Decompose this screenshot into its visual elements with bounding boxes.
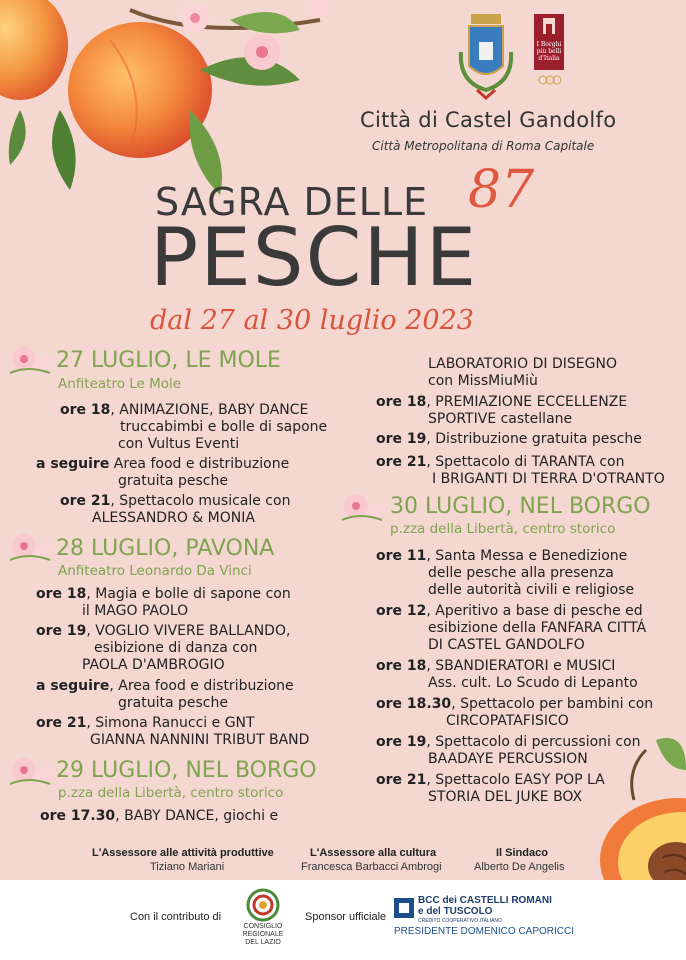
bank-tagline: CREDITO COOPERATIVO ITALIANO (418, 918, 502, 924)
regional-council-logo-icon (241, 887, 285, 923)
day2-event-cont: esibizione di danza con (94, 640, 258, 656)
day3-event-cont: SPORTIVE castellane (428, 411, 573, 427)
blossom-icon (340, 490, 384, 526)
day4-event: ore 11, Santa Messa e Benedizione (376, 548, 628, 564)
regional-council-text: CONSIGLIO REGIONALE DEL LAZIO (242, 923, 284, 946)
day4-title: 30 LUGLIO, NEL BORGO (390, 494, 651, 519)
peach-branch-illustration (0, 0, 330, 200)
title-line1: SAGRA DELLE (155, 180, 429, 224)
day2-event-cont: PAOLA D'AMBROGIO (82, 657, 225, 673)
day4-event-cont: esibizione della FANFARA CITTÁ (428, 620, 647, 636)
bank-president: PRESIDENTE DOMENICO CAPORICCI (394, 926, 575, 937)
day3-event-cont: LABORATORIO DI DISEGNO (428, 356, 617, 372)
blossom-icon (8, 530, 52, 566)
day4-event-cont: CIRCOPATAFISICO (446, 713, 569, 729)
day1-event-cont: truccabimbi e bolle di sapone (120, 419, 328, 435)
day1-event: ore 18, ANIMAZIONE, BABY DANCE (60, 402, 309, 418)
signature-role: Il Sindaco (496, 847, 548, 859)
title-line2: PESCHE (150, 211, 479, 304)
contribution-label: Con il contributo di (130, 911, 222, 923)
day2-event-cont: il MAGO PAOLO (82, 603, 189, 619)
day4-location: p.zza della Libertà, centro storico (390, 521, 616, 537)
day4-event: ore 21, Spettacolo EASY POP LA (376, 772, 605, 788)
day3-event: ore 19, Distribuzione gratuita pesche (376, 431, 642, 447)
day2-event-cont: gratuita pesche (118, 695, 228, 711)
day4-event-cont: STORIA DEL JUKE BOX (428, 789, 583, 805)
day2-event: a seguire, Area food e distribuzione (36, 678, 294, 694)
half-peach-illustration (586, 730, 686, 880)
metro-subtitle: Città Metropolitana di Roma Capitale (372, 139, 595, 153)
day2-title: 28 LUGLIO, PAVONA (56, 536, 275, 561)
signature-role: L'Assessore alla cultura (310, 847, 437, 859)
day3-title: 29 LUGLIO, NEL BORGO (56, 758, 317, 783)
day1-event: a seguire Area food e distribuzione (36, 456, 290, 472)
day4-event-cont: BAADAYE PERCUSSION (428, 751, 588, 767)
day4-event-cont: delle autorità civili e religiose (428, 582, 635, 598)
day3-event-cont: con MissMiuMiù (428, 373, 538, 389)
sponsor-label: Sponsor ufficiale (305, 911, 387, 923)
signature-name: Francesca Barbacci Ambrogi (301, 861, 442, 873)
signature-name: Tiziano Mariani (150, 861, 225, 873)
rings-icon (536, 72, 564, 92)
signature-role: L'Assessore alle attività produttive (92, 847, 274, 859)
day1-event-cont: con Vultus Eventi (118, 436, 240, 452)
day4-event-cont: delle pesche alla presenza (428, 565, 614, 581)
day1-location: Anfiteatro Le Mole (58, 376, 182, 392)
edition-number: 87 (468, 160, 535, 220)
day3-event-cont: I BRIGANTI DI TERRA D'OTRANTO (432, 471, 665, 487)
day4-event: ore 12, Aperitivo a base di pesche ed (376, 603, 643, 619)
tower-icon (534, 14, 564, 36)
day1-event: ore 21, Spettacolo musicale con (60, 493, 291, 509)
day3-event: ore 18, PREMIAZIONE ECCELLENZE (376, 394, 628, 410)
bank-logo-icon (394, 898, 414, 918)
bank-name: BCC dei CASTELLI ROMANI e del TUSCOLO (418, 895, 552, 917)
day4-event: ore 18, SBANDIERATORI e MUSICI (376, 658, 616, 674)
borghi-badge (534, 14, 564, 70)
day1-title: 27 LUGLIO, LE MOLE (56, 348, 281, 373)
blossom-icon (8, 754, 52, 790)
blossom-icon (8, 343, 52, 379)
day4-event-cont: DI CASTEL GANDOLFO (428, 637, 585, 653)
city-title: Città di Castel Gandolfo (360, 108, 617, 132)
day3-event: ore 17.30, BABY DANCE, giochi e (40, 808, 279, 824)
signature-name: Alberto De Angelis (474, 861, 565, 873)
day2-location: Anfiteatro Leonardo Da Vinci (58, 563, 252, 579)
footer (0, 880, 686, 960)
day3-event: ore 21, Spettacolo di TARANTA con (376, 454, 625, 470)
day4-event-cont: Ass. cult. Lo Scudo di Lepanto (428, 675, 638, 691)
day4-event: ore 18.30, Spettacolo per bambini con (376, 696, 654, 712)
day2-event: ore 18, Magia e bolle di sapone con (36, 586, 291, 602)
day1-event-cont: gratuita pesche (118, 473, 228, 489)
day2-event: ore 19, VOGLIO VIVERE BALLANDO, (36, 623, 291, 639)
day2-event-cont: GIANNA NANNINI TRIBUT BAND (90, 732, 310, 748)
day3-location: p.zza della Libertà, centro storico (58, 785, 284, 801)
day1-event-cont: ALESSANDRO & MONIA (92, 510, 255, 526)
day4-event: ore 19, Spettacolo di percussioni con (376, 734, 641, 750)
city-coat-of-arms-icon (455, 12, 517, 102)
day2-event: ore 21, Simona Ranucci e GNT (36, 715, 255, 731)
borghi-text: I Borghi più belli d'Italia (536, 41, 562, 62)
event-dates: dal 27 al 30 luglio 2023 (150, 305, 474, 336)
